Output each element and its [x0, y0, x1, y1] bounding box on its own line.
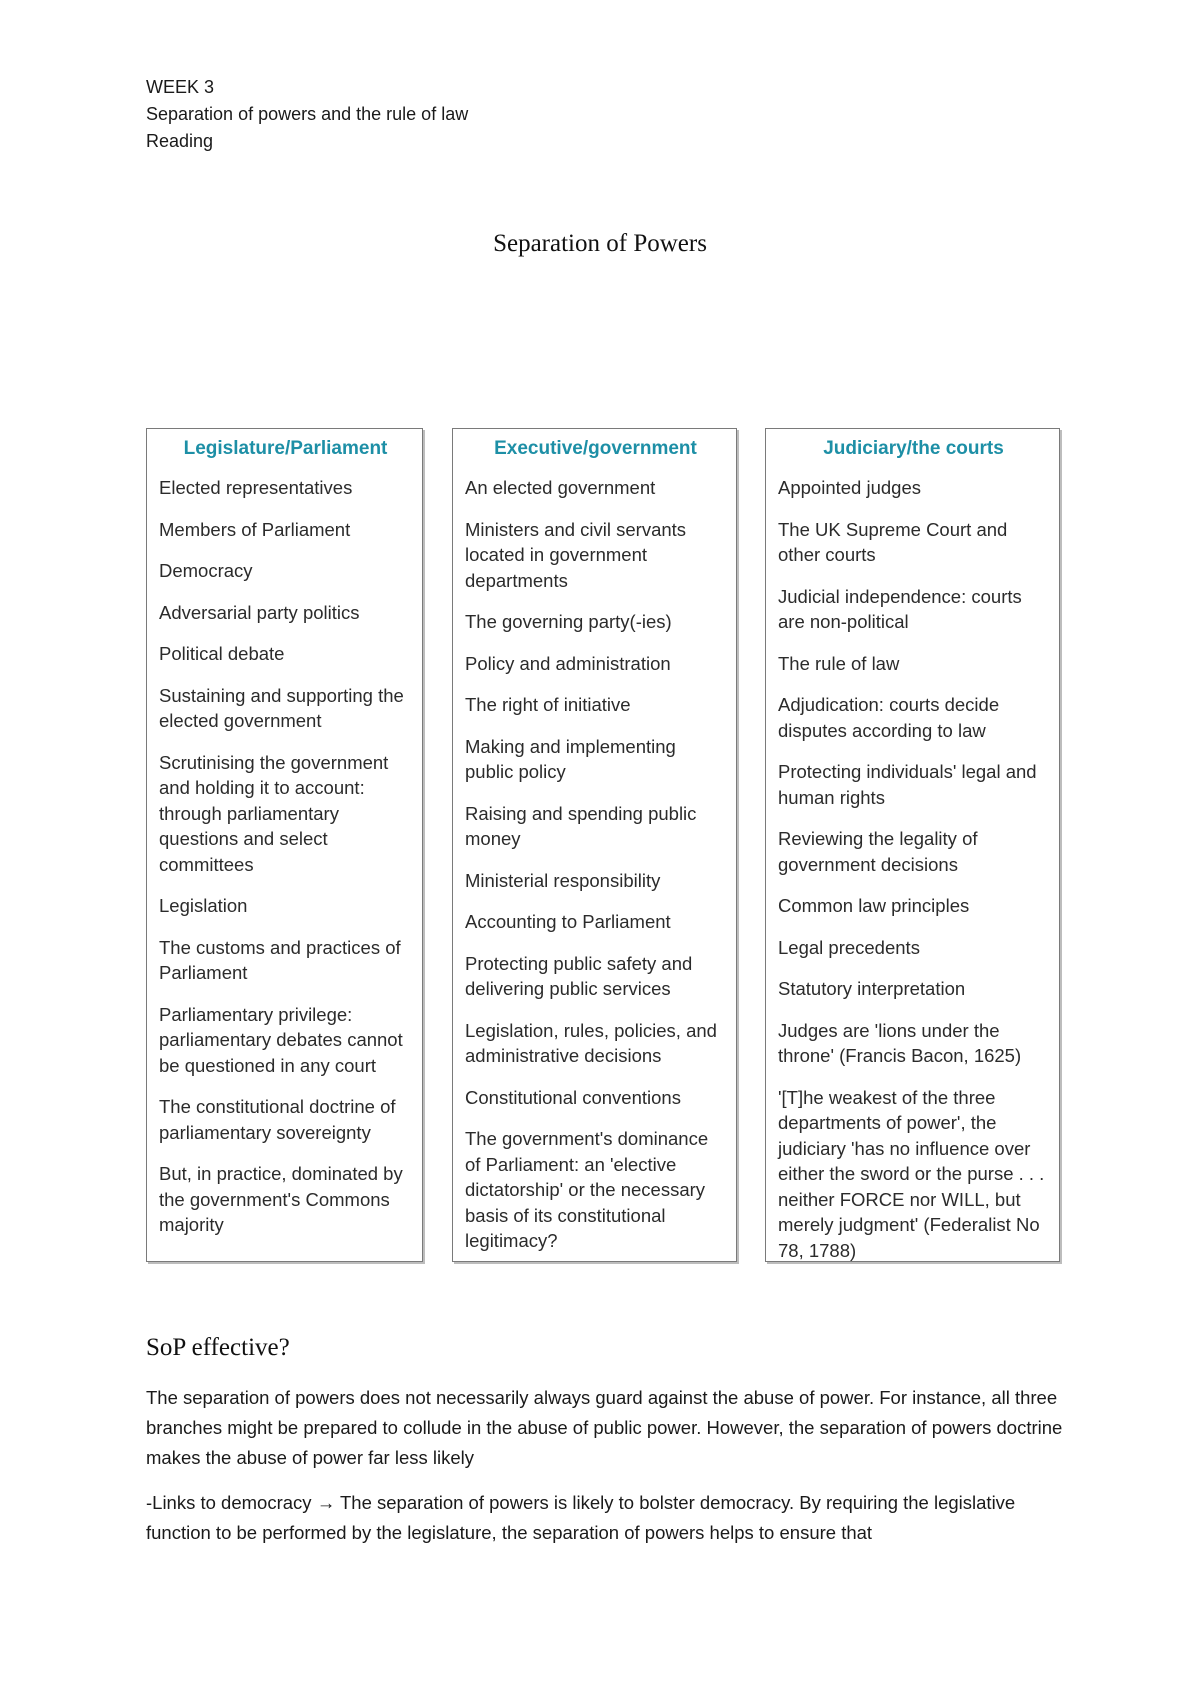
list-item: Statutory interpretation	[778, 978, 966, 999]
separation-of-powers-table	[146, 428, 1060, 1262]
list-item: But, in practice, dominated by the government's Commons majority	[159, 1163, 403, 1235]
list-item: The constitutional doctrine of parliamentary sovereignty	[159, 1096, 396, 1143]
list-item: Ministers and civil servants located in government departments	[465, 518, 687, 591]
body-paragraph: The separation of powers does not necessarily always guard against the abuse of power. For instance, all three branches might be prepared to collude in the abuse of public power. However, the separation of powers doctrine makes the abuse of power far less likely	[146, 1387, 1063, 1468]
section-heading: SoP effective?	[146, 1334, 290, 1361]
list-item: The UK Supreme Court and other courts	[778, 518, 1008, 565]
list-item: Elected representatives	[159, 477, 353, 498]
list-item: Appointed judges	[778, 477, 921, 498]
column-list	[465, 475, 726, 1254]
paragraph-lead: -Links to democracy	[146, 1492, 312, 1513]
list-item: Legal precedents	[778, 936, 920, 958]
column-heading: Legislature/Parliament	[183, 438, 388, 459]
list-item: Constitutional conventions	[465, 1086, 681, 1108]
topic-label: Separation of powers and the rule of law	[146, 104, 469, 124]
list-item: Protecting individuals' legal and human rights	[778, 761, 1037, 808]
column-heading: Executive/government	[494, 438, 697, 459]
list-item: The government's dominance of Parliament: an 'elective dictatorship' or the necessary basis of its constitutional legitimacy?	[465, 1128, 709, 1251]
list-item: Making and implementing public policy	[465, 735, 676, 782]
page-title: Separation of Powers	[493, 230, 707, 257]
list-item: Scrutinising the government and holding it to account: through parliamentary questions and select committees	[159, 751, 389, 875]
list-item: Judges are 'lions under the throne' (Francis Bacon, 1625)	[778, 1019, 1022, 1066]
list-item: An elected government	[465, 477, 656, 498]
list-item: Policy and administration	[465, 652, 671, 674]
column-heading: Judiciary/the courts	[823, 438, 1004, 459]
list-item: Legislation, rules, policies, and administrative decisions	[465, 1019, 717, 1066]
paragraph-text: The separation of powers is likely to bolster democracy. By requiring the legislative function to be performed by the legislature, the separation of powers helps to ensure that	[146, 1492, 1016, 1543]
column-list	[778, 475, 1049, 1263]
list-item: The customs and practices of Parliament	[159, 936, 401, 983]
list-item: Political debate	[159, 643, 285, 664]
list-item: Sustaining and supporting the elected government	[159, 684, 404, 731]
list-item: The right of initiative	[465, 694, 631, 715]
list-item: Reviewing the legality of government decisions	[778, 828, 978, 875]
list-item: Legislation	[159, 895, 248, 916]
week-label: WEEK 3	[146, 77, 215, 97]
list-item: The rule of law	[778, 652, 900, 674]
list-item: Protecting public safety and delivering public services	[465, 952, 693, 999]
body-paragraph	[146, 1488, 1066, 1548]
list-item: Accounting to Parliament	[465, 911, 671, 932]
column-list	[159, 475, 412, 1238]
list-item: Common law principles	[778, 895, 970, 916]
reading-label: Reading	[146, 131, 214, 151]
list-item: The governing party(-ies)	[465, 611, 672, 632]
list-item: Raising and spending public money	[465, 802, 697, 849]
list-item: Adjudication: courts decide disputes according to law	[778, 694, 1000, 741]
legislature-column	[146, 428, 423, 1262]
list-item: '[T]he weakest of the three departments of power', the judiciary 'has no influence over either the sword or the purse . . . neither FORCE nor WILL, but merely judgment' (Federalist No 78, 1788)	[778, 1086, 1045, 1261]
list-item: Democracy	[159, 560, 253, 581]
list-item: Members of Parliament	[159, 518, 351, 540]
right-arrow-icon: →	[316, 1492, 336, 1513]
executive-column	[452, 428, 737, 1262]
list-item: Judicial independence: courts are non-political	[778, 585, 1022, 632]
list-item: Adversarial party politics	[159, 601, 360, 623]
list-item: Ministerial responsibility	[465, 869, 661, 891]
document-header	[146, 74, 468, 155]
judiciary-column	[765, 428, 1060, 1262]
list-item: Parliamentary privilege: parliamentary debates cannot be questioned in any court	[159, 1003, 403, 1076]
